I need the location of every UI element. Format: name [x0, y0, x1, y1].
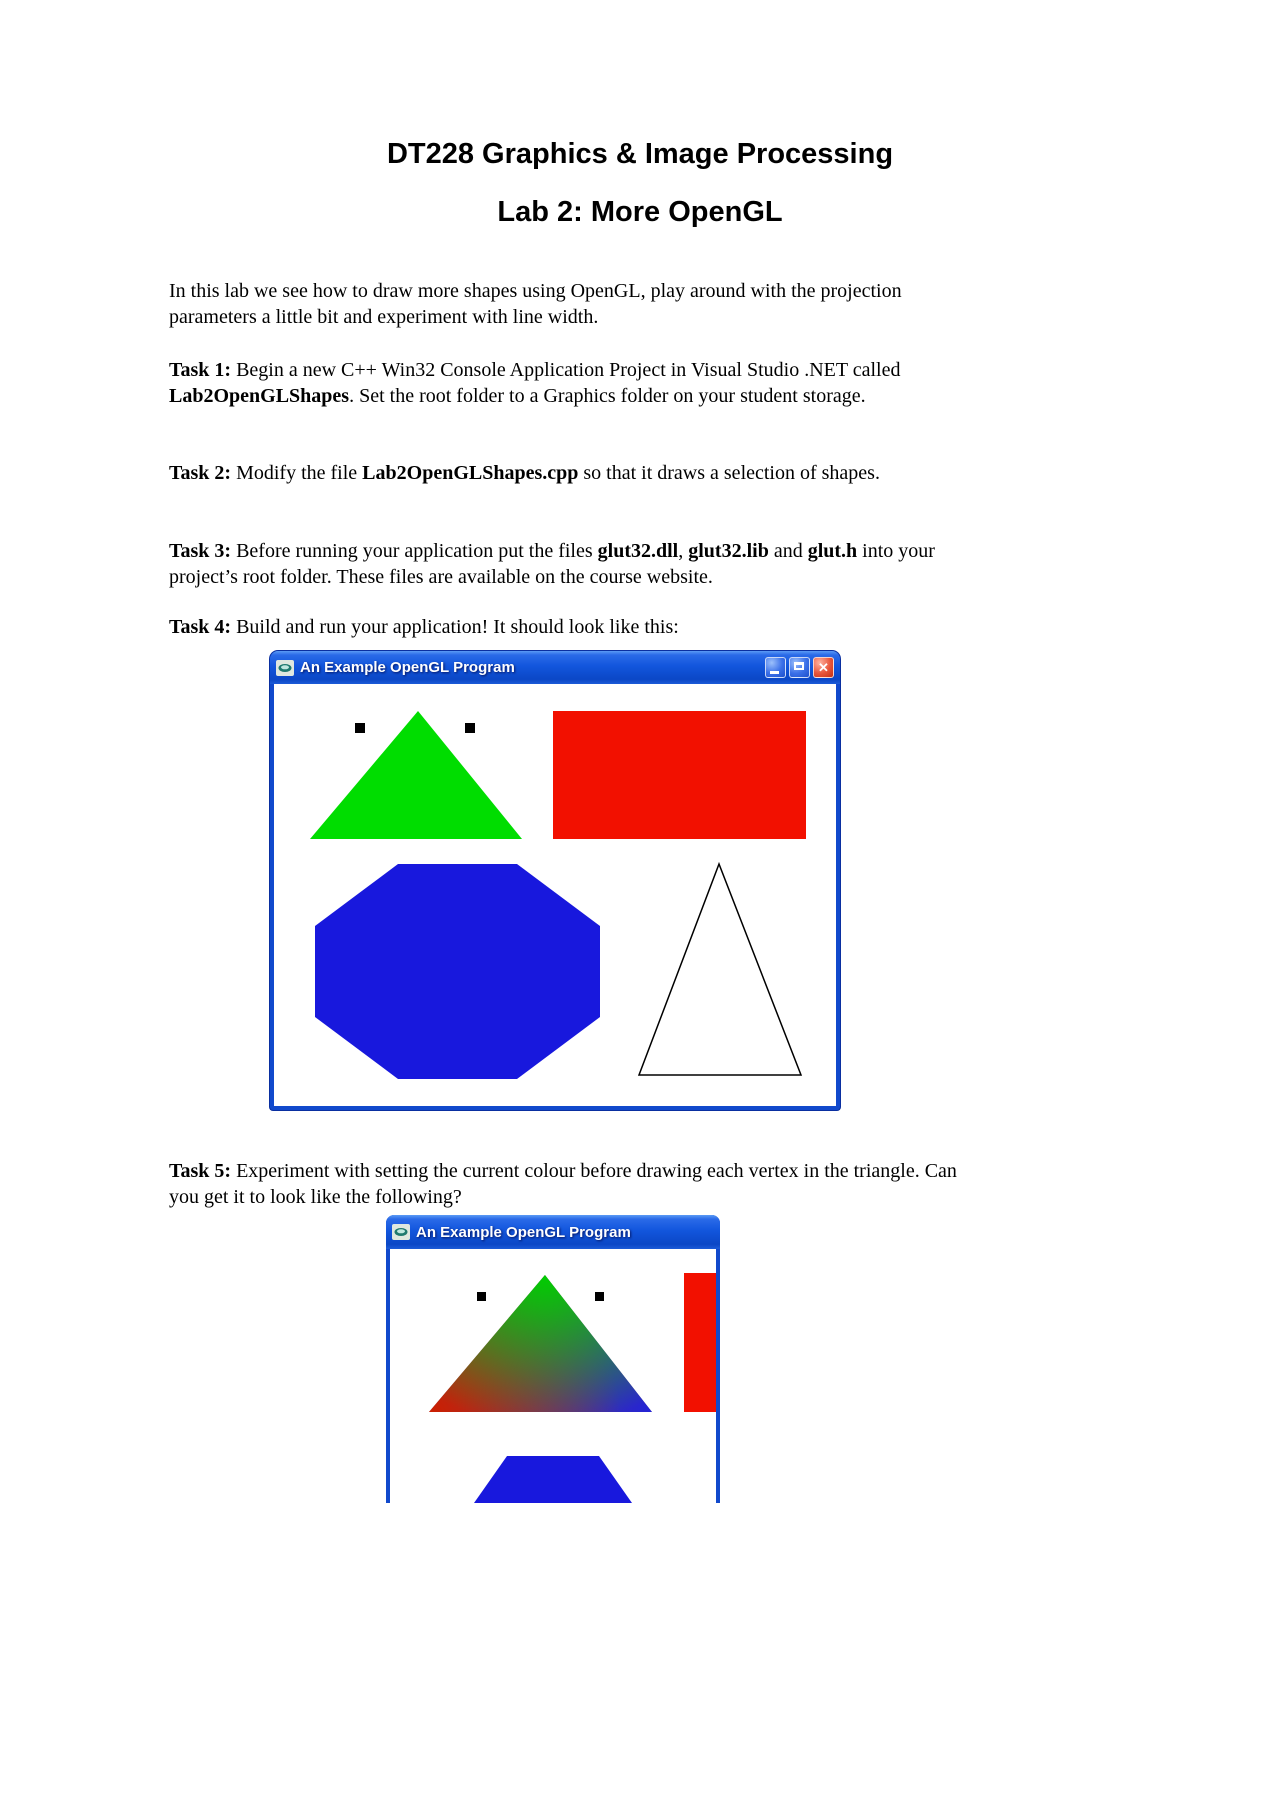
window-1-title: An Example OpenGL Program: [300, 659, 515, 676]
task-1-text-2: . Set the root folder to a Graphics folder on your student storage.: [349, 385, 866, 407]
task-3-text-2: ,: [678, 540, 689, 562]
red-rectangle: [553, 711, 806, 839]
window-2-title: An Example OpenGL Program: [416, 1223, 631, 1241]
blue-octagon-top-partial: [474, 1456, 632, 1503]
intro-text: In this lab we see how to draw more shapes using OpenGL, play around with the projection parameters a little bit and experiment with line width.: [169, 280, 902, 328]
window-2-titlebar: [386, 1215, 720, 1249]
opengl-app-icon: [392, 1224, 410, 1240]
task-4-label: Task 4:: [169, 616, 232, 638]
task-4-paragraph: [169, 614, 969, 640]
task-3-text-4: into your project’s root folder. These files are available on the course website.: [169, 540, 935, 588]
close-button-icon: [813, 657, 834, 678]
task-5-text: Experiment with setting the current colour before drawing each vertex in the triangle. Can you get it to look like the following?: [169, 1160, 957, 1208]
page-subtitle: Lab 2: More OpenGL: [497, 196, 783, 228]
task-1-paragraph: [169, 357, 969, 409]
task-5-paragraph: [169, 1158, 969, 1210]
opengl-canvas-1: [274, 684, 836, 1106]
task-2-paragraph: [169, 460, 969, 486]
task-1-bold-term: Lab2OpenGLShapes: [169, 385, 350, 407]
page-title: DT228 Graphics & Image Processing: [386, 138, 894, 170]
window-1-titlebar: [270, 651, 840, 684]
task-2-bold-term: Lab2OpenGLShapes.cpp: [362, 462, 579, 484]
point-marker-1: [355, 723, 365, 733]
task-2-label: Task 2:: [169, 462, 232, 484]
task-2-text-2: so that it draws a selection of shapes.: [578, 462, 880, 484]
screenshot-window-2: [386, 1215, 720, 1503]
maximize-button-icon: [789, 657, 810, 678]
minimize-button-icon: [765, 657, 786, 678]
outlined-triangle: [639, 864, 801, 1075]
task-4-text: Build and run your application! It should look like this:: [231, 616, 679, 638]
task-1-text: Begin a new C++ Win32 Console Application Project in Visual Studio .NET called: [231, 359, 901, 381]
green-triangle: [310, 711, 522, 839]
task-3-bold-term-1: glut32.dll: [597, 540, 679, 562]
task-2-text: Modify the file: [231, 462, 363, 484]
intro-paragraph: [169, 278, 969, 330]
screenshot-window-1: [270, 651, 840, 1110]
task-3-paragraph: [169, 538, 969, 590]
blue-octagon: [315, 864, 600, 1079]
task-5-label: Task 5:: [169, 1160, 232, 1182]
task-1-label: Task 1:: [169, 359, 232, 381]
task-3-bold-term-3: glut.h: [807, 540, 858, 562]
point-marker-2: [465, 723, 475, 733]
point-marker-1: [477, 1292, 486, 1301]
task-3-text-3: and: [768, 540, 808, 562]
task-3-text: Before running your application put the files: [231, 540, 598, 562]
opengl-app-icon: [276, 660, 294, 676]
red-rectangle: [684, 1273, 716, 1412]
task-3-bold-term-2: glut32.lib: [688, 540, 769, 562]
opengl-canvas-2: [390, 1249, 716, 1503]
task-3-label: Task 3:: [169, 540, 232, 562]
window-1-controls: [765, 657, 834, 678]
point-marker-2: [595, 1292, 604, 1301]
